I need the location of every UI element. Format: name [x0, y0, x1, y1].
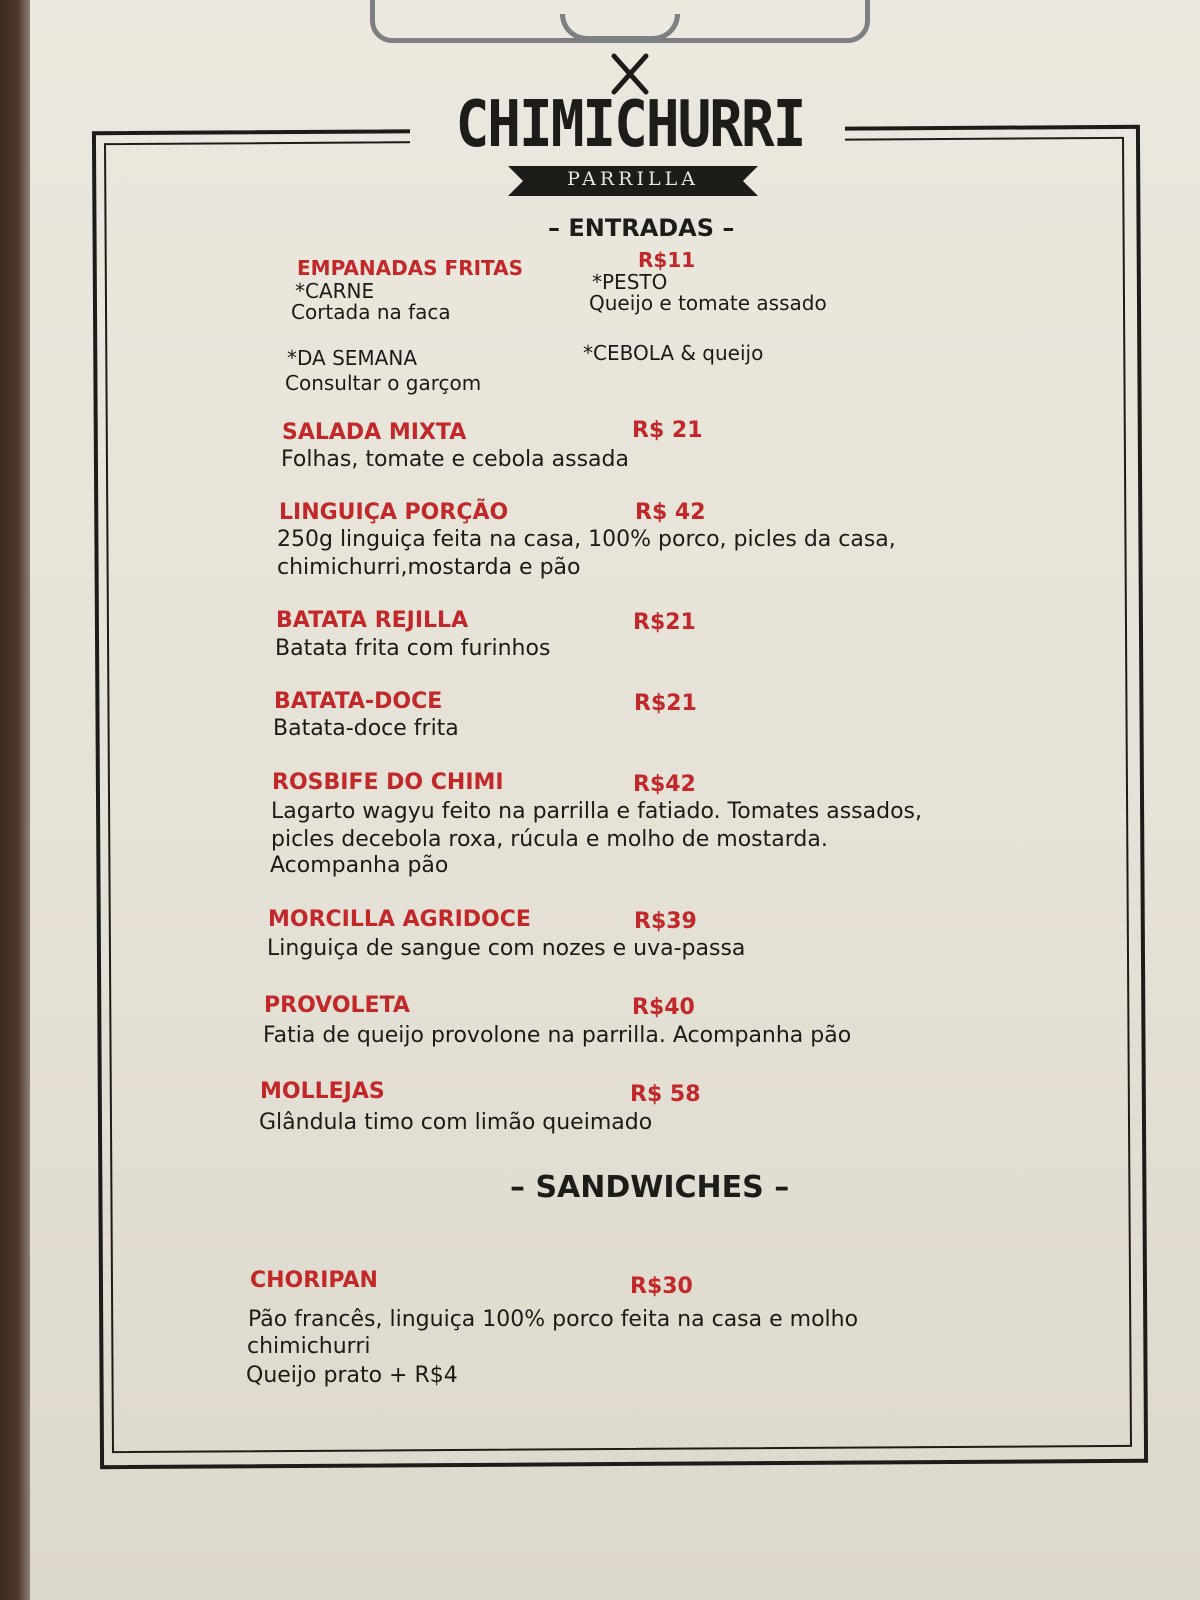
item-name-empanadas: EMPANADAS FRITAS: [297, 256, 524, 280]
item-price: R$42: [633, 772, 696, 797]
item-price: R$21: [634, 691, 697, 716]
clipboard-clip-handle: [560, 14, 680, 41]
item-price: R$30: [630, 1274, 693, 1299]
item-name: MOLLEJAS: [260, 1079, 385, 1104]
option-desc-pesto: Queijo e tomate assado: [589, 291, 827, 315]
item-price-empanadas: R$11: [638, 248, 696, 272]
section-title-entradas: – ENTRADAS –: [548, 214, 735, 242]
item-description: picles decebola roxa, rúcula e molho de mostarda.: [271, 827, 828, 852]
option-name-cebola: *CEBOLA & queijo: [583, 341, 764, 365]
item-price: R$ 42: [635, 500, 706, 525]
item-description: chimichurri,mostarda e pão: [277, 555, 581, 580]
item-description: Folhas, tomate e cebola assada: [281, 447, 629, 472]
item-name: PROVOLETA: [264, 993, 410, 1018]
item-description: Pão francês, linguiça 100% porco feita na casa e molho: [248, 1307, 859, 1332]
section-title-sandwiches: – SANDWICHES –: [510, 1170, 790, 1205]
item-description: Glândula timo com limão queimado: [259, 1110, 653, 1135]
item-description: Linguiça de sangue com nozes e uva-passa: [267, 936, 746, 961]
item-description: chimichurri: [247, 1334, 371, 1359]
item-name: MORCILLA AGRIDOCE: [268, 907, 531, 932]
option-desc-da-semana: Consultar o garçom: [285, 371, 482, 395]
option-name-carne: *CARNE: [295, 279, 375, 303]
item-price: R$40: [632, 995, 695, 1020]
item-price: R$39: [634, 909, 697, 934]
item-name: LINGUIÇA PORÇÃO: [279, 500, 509, 525]
item-description: Acompanha pão: [270, 853, 449, 878]
item-description: Lagarto wagyu feito na parrilla e fatiado. Tomates assados,: [271, 799, 923, 824]
item-description: Batata-doce frita: [273, 716, 459, 741]
menu-frame-inner: [104, 137, 1132, 1453]
item-name: SALADA MIXTA: [282, 420, 467, 445]
item-description: Fatia de queijo provolone na parrilla. Acompanha pão: [263, 1023, 852, 1048]
item-name: ROSBIFE DO CHIMI: [272, 770, 504, 795]
item-price: R$ 58: [630, 1082, 701, 1107]
item-name: BATATA-DOCE: [274, 689, 443, 714]
item-description: Batata frita com furinhos: [275, 636, 551, 661]
item-description: Queijo prato + R$4: [246, 1363, 458, 1388]
option-name-da-semana: *DA SEMANA: [287, 346, 417, 370]
restaurant-subtitle: PARRILLA: [567, 168, 699, 190]
item-name: CHORIPAN: [250, 1268, 378, 1293]
option-name-pesto: *PESTO: [592, 270, 668, 294]
item-description: 250g linguiça feita na casa, 100% porco, picles da casa,: [277, 527, 896, 552]
restaurant-name: CHIMICHURRI: [455, 87, 805, 162]
item-name: BATATA REJILLA: [276, 608, 469, 633]
item-price: R$21: [633, 610, 696, 635]
option-desc-carne: Cortada na faca: [291, 300, 451, 324]
item-price: R$ 21: [632, 418, 703, 443]
